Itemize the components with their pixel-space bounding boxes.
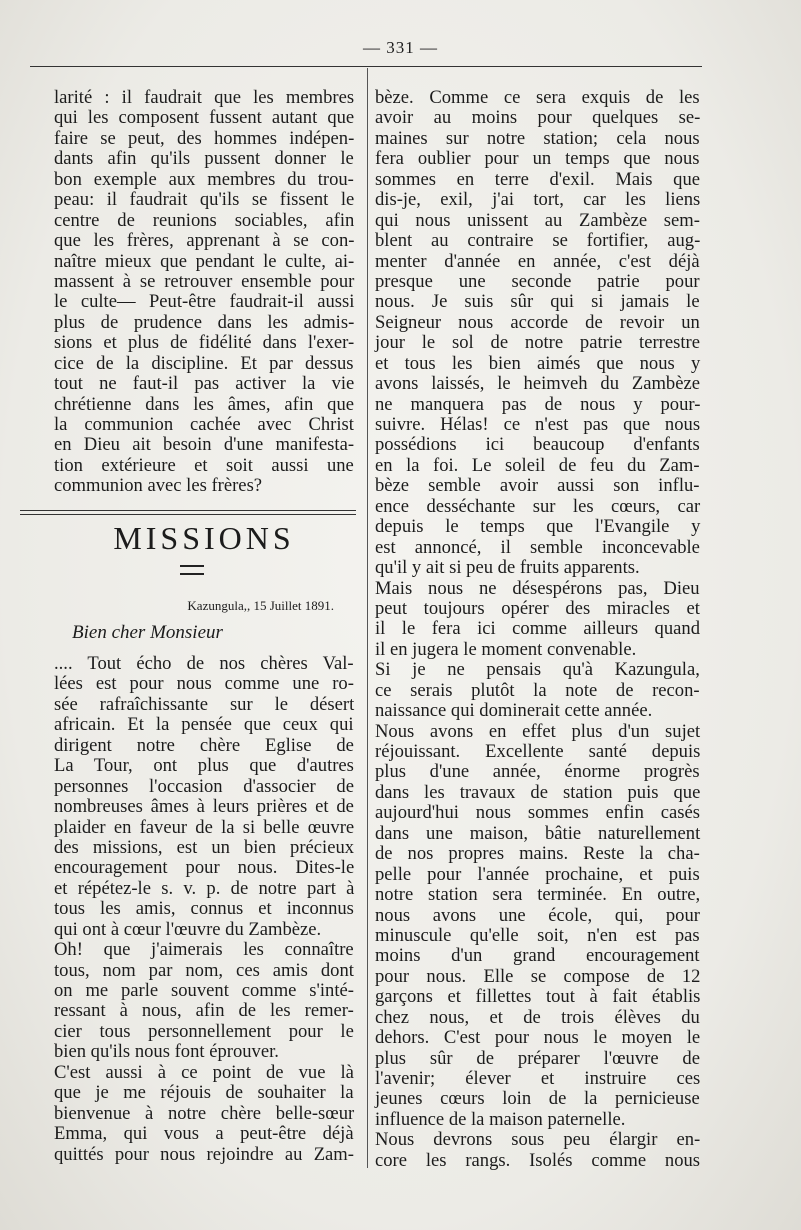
text-line: Seigneur nous accorde de revoir un <box>375 311 700 333</box>
text-line: Oh! que j'aimerais les connaître <box>54 939 354 961</box>
text-line: sions et plus de fidélité dans l'exer- <box>54 332 355 354</box>
text-line: aujourd'hui nous sommes enfin casés <box>375 802 701 824</box>
text-line: de nos propres mains. Reste la cha- <box>375 843 700 865</box>
section-title: MISSIONS <box>113 520 295 556</box>
text-line: personnes l'occasion d'associer de <box>54 775 354 797</box>
text-line: le culte— Peut-être faudrait-il aussi <box>54 291 355 313</box>
text-line: ne manquera pas de nous y pour- <box>375 393 701 415</box>
text-line: il en jugera le moment convenable. <box>375 638 637 660</box>
text-line: dans une maison, bâtie naturellement <box>375 822 701 844</box>
text-line: avoir au moins pour quelques se- <box>375 107 701 129</box>
text-line: Mais nous ne désespérons pas, Dieu <box>375 577 700 599</box>
text-line: Nous devrons sous peu élargir en- <box>375 1129 701 1151</box>
text-line: larité : il faudrait que les membres <box>54 87 355 108</box>
text-line: dants afin qu'ils pussent donner le <box>54 148 354 170</box>
text-line: quittés pour nous rejoindre au Zam- <box>54 1143 354 1165</box>
text-line: bèze semble avoir aussi son influ- <box>375 475 700 497</box>
text-line: qui ont à cœur l'œuvre du Zambèze. <box>54 918 322 940</box>
text-line: ce serais plutôt la note de recon- <box>375 679 700 701</box>
text-line: l'avenir; élever et instruire ces <box>375 1068 701 1089</box>
text-line: peau: il faudrait qu'ils se fissent le <box>54 189 355 211</box>
text-line: communion avec les frères? <box>54 475 263 497</box>
text-line: Si je ne pensais qu'à Kazungula, <box>375 659 700 681</box>
text-line: chez nous, et de trois élèves du <box>375 1006 700 1028</box>
text-line: possédions ici beaucoup d'enfants <box>375 434 700 456</box>
text-line: blent au contraire se fortifier, aug- <box>375 230 701 252</box>
text-line: chrétienne dans les âmes, afin que <box>54 393 355 415</box>
text-line: naître mieux que pendant le culte, ai- <box>54 250 355 272</box>
column-divider <box>367 68 368 1168</box>
left-column-body <box>54 654 354 1165</box>
text-line: encouragement pour nous. Dites-le <box>54 857 355 879</box>
page-number: — 331 — <box>363 38 438 57</box>
text-line: tout ne faut-il pas activer la vie <box>54 373 355 395</box>
text-line: bien qu'ils nous font éprouver. <box>54 1041 279 1063</box>
title-ornament <box>180 565 204 575</box>
text-line: lées est pour nous comme une ro- <box>54 673 354 695</box>
text-line: nombreuses âmes à leurs prières et de <box>54 796 354 818</box>
text-line: tion extérieure et soit aussi une <box>54 454 354 476</box>
text-line: Emma, qui vous a peut-être déjà <box>54 1123 354 1145</box>
text-line: que les frères, apprenant à se con- <box>54 230 355 252</box>
header-rule <box>30 66 702 67</box>
text-line: réjouissant. Excellente santé depuis <box>375 741 701 762</box>
text-line: en Dieu ait besoin d'une manifesta- <box>54 434 355 456</box>
place-date: Kazungula,, 15 Juillet 1891. <box>187 598 334 613</box>
text-line: pelle pour l'année prochaine, et puis <box>375 863 700 885</box>
text-line: bienvenue à notre chère belle-sœur <box>54 1102 355 1124</box>
text-line: avons laissés, le heimveh du Zambèze <box>375 373 700 395</box>
text-line: dis-je, exil, j'ai tort, car les liens <box>375 189 701 211</box>
text-line: ressant à nous, afin de les remer- <box>54 1000 354 1022</box>
text-line: faire se peut, des hommes indépen- <box>54 127 355 149</box>
text-line: sommes en terre d'exil. Mais que <box>375 168 701 190</box>
text-line: dirigent notre chère Eglise de <box>54 734 354 756</box>
text-line: est annoncé, il semble inconcevable <box>375 536 700 558</box>
text-line: presque une seconde patrie pour <box>375 270 700 292</box>
text-line: plaider en faveur de la si belle œuvre <box>54 816 355 838</box>
text-line: tous, nom par nom, ces amis dont <box>54 959 354 981</box>
text-line: centre de reunions sociables, afin <box>54 209 355 231</box>
text-line: jour le sol de notre patrie terrestre <box>375 332 700 354</box>
text-line: C'est aussi à ce point de vue là <box>54 1061 354 1083</box>
text-line: tous les amis, connus et inconnus <box>54 898 354 920</box>
text-line: massent à se retrouver ensemble pour <box>54 270 355 292</box>
text-line: dans les travaux de station puis que <box>375 781 701 803</box>
text-line: notre station sera terminée. En outre, <box>375 884 701 906</box>
text-line: dehors. C'est pour nous le moyen le <box>375 1027 701 1049</box>
text-line: core les rangs. Isolés comme nous <box>375 1149 701 1171</box>
text-line: depuis le temps que l'Evangile y <box>375 516 701 538</box>
text-line: cice de la discipline. Et par dessus <box>54 352 354 374</box>
text-line: que je me réjouis de souhaiter la <box>54 1082 354 1104</box>
text-line: plus sûr de préparer l'œuvre de <box>375 1047 700 1069</box>
text-line: peut toujours opérer des miracles et <box>375 597 700 619</box>
text-line: qui nous unissent au Zambèze sem- <box>375 209 700 231</box>
text-line: plus d'une année, énorme progrès <box>375 761 700 783</box>
text-line: nous. Je suis sûr qui si jamais le <box>375 291 700 313</box>
text-line: bon exemple aux membres du trou- <box>54 168 354 190</box>
text-line: qui les composent fussent autant que <box>54 107 355 129</box>
section-rule <box>20 510 356 511</box>
text-line: maines sur notre station; cela nous <box>375 127 700 149</box>
section-rule <box>20 514 356 515</box>
text-line: Nous avons en effet plus d'un sujet <box>375 720 701 742</box>
text-line: cier tous personnellement pour le <box>54 1020 354 1042</box>
text-line: plus de prudence dans les admis- <box>54 311 355 333</box>
text-line: influence de la maison paternelle. <box>375 1108 626 1130</box>
text-line: jeunes cœurs loin de la pernicieuse <box>375 1088 700 1110</box>
text-line: africain. Et la pensée que ceux qui <box>54 714 354 736</box>
text-line: et tous les bien aimés que nous y <box>375 352 701 374</box>
salutation: Bien cher Monsieur <box>72 622 223 643</box>
text-line: sée rafraîchissante sur le désert <box>54 693 355 715</box>
text-line: la communion cachée avec Christ <box>54 414 354 435</box>
text-line: .... Tout écho de nos chères Val- <box>54 653 354 674</box>
text-line: on me parle souvent comme s'inté- <box>54 980 354 1001</box>
text-line: ence desséchante sur les cœurs, car <box>375 495 701 517</box>
text-line: des missions, est un bien précieux <box>54 836 355 858</box>
text-line: minuscule qu'elle soit, n'en est pas <box>375 924 700 946</box>
text-line: nous avons une école, qui, pour <box>375 904 700 926</box>
right-column <box>375 88 700 1171</box>
text-line: il le fera ici comme ailleurs quand <box>375 618 700 640</box>
text-line: suivre. Hélas! ce n'est pas que nous <box>375 414 701 435</box>
text-line: menter d'année en année, c'est déjà <box>375 250 700 272</box>
text-line: fera oublier pour un temps que nous <box>375 148 700 170</box>
text-line: garçons et fillettes tout à fait établis <box>375 986 701 1008</box>
left-column-top <box>54 88 354 497</box>
text-line: pour nous. Elle se compose de 12 <box>375 965 701 987</box>
text-line: et répétez-le s. v. p. de notre part à <box>54 877 355 899</box>
text-line: en la foi. Le soleil de feu du Zam- <box>375 454 700 476</box>
text-line: qu'il y ait si peu de fruits apparents. <box>375 557 640 579</box>
text-line: La Tour, ont plus que d'autres <box>54 755 354 777</box>
text-line: bèze. Comme ce sera exquis de les <box>375 87 700 108</box>
text-line: naissance qui dominerait cette année. <box>375 700 653 722</box>
text-line: moins d'un grand encouragement <box>375 945 700 967</box>
